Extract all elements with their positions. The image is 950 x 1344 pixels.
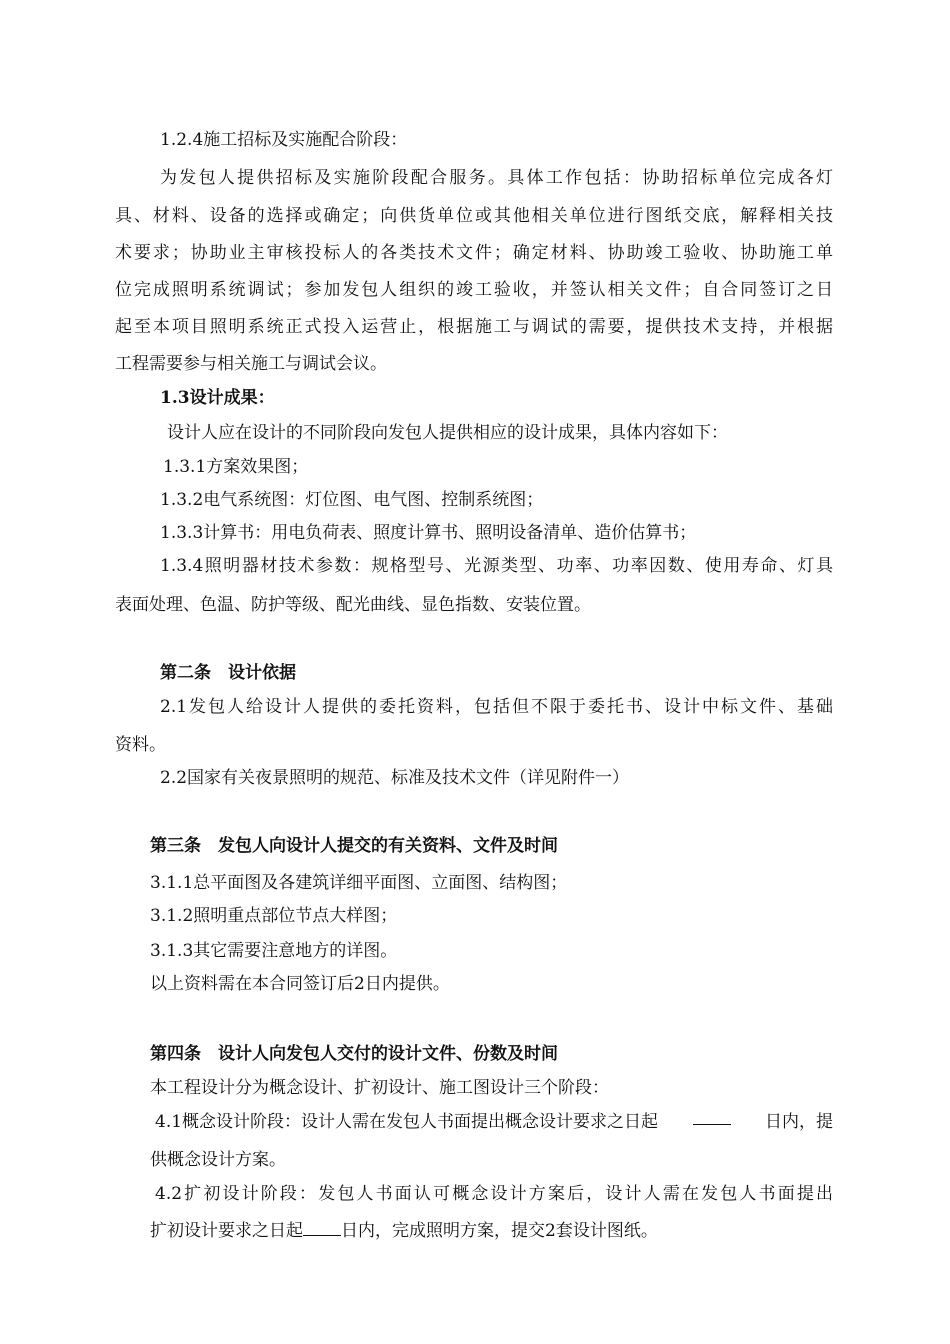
list-item: 1.3.2电气系统图：灯位图、电气图、控制系统图； (160, 490, 544, 510)
list-item: 3.1.3其它需要注意地方的详图。 (150, 941, 398, 961)
paragraph-line: 设计人应在设计的不同阶段向发包人提供相应的设计成果，具体内容如下： (167, 423, 728, 443)
list-item: 1.3.3计算书：用电负荷表、照度计算书、照明设备清单、造价估算书； (160, 523, 697, 543)
fill-in-blank (303, 1221, 341, 1236)
paragraph-line: 2.1发包人给设计人提供的委托资料，包括但不限于委托书、设计中标文件、基础 (160, 697, 833, 717)
list-item: 1.3.4照明器材技术参数：规格型号、光源类型、功率、功率因数、使用寿命、灯具 (160, 556, 833, 576)
paragraph-line: 供概念设计方案。 (150, 1150, 286, 1170)
article-4-heading: 第四条 设计人向发包人交付的设计文件、份数及时间 (150, 1044, 558, 1064)
paragraph-line: 2.2国家有关夜景照明的规范、标准及技术文件（详见附件一） (160, 768, 630, 788)
text-segment: 日内，完成照明方案，提交2套设计图纸。 (341, 1221, 658, 1241)
list-item: 1.3.1方案效果图； (163, 457, 309, 477)
list-item: 3.1.1总平面图及各建筑详细平面图、立面图、结构图； (150, 873, 568, 893)
paragraph-line: 位完成照明系统调试；参加发包人组织的竣工验收，并签认相关文件；自合同签订之日 (115, 280, 833, 300)
text-segment: 日内，提 (764, 1112, 833, 1132)
paragraph-line (155, 1110, 833, 1134)
paragraph-line: 为发包人提供招标及实施阶段配合服务。具体工作包括：协助招标单位完成各灯 (160, 168, 833, 188)
paragraph-line: 具、材料、设备的选择或确定；向供货单位或其他相关单位进行图纸交底，解释相关技 (115, 206, 833, 226)
paragraph-line: 工程需要参与相关施工与调试会议。 (115, 354, 387, 374)
text-segment: 4.1概念设计阶段：设计人需在发包人书面提出概念设计要求之日起 (155, 1112, 659, 1132)
list-item-continuation: 表面处理、色温、防护等级、配光曲线、显色指数、安装位置。 (115, 595, 591, 615)
paragraph-line: 术要求；协助业主审核投标人的各类技术文件；确定材料、协助竣工验收、协助施工单 (115, 243, 833, 263)
paragraph-line: 资料。 (115, 735, 166, 755)
paragraph-line: 本工程设计分为概念设计、扩初设计、施工图设计三个阶段： (150, 1078, 609, 1098)
paragraph-line: 起至本项目照明系统正式投入运营止，根据施工与调试的需要，提供技术支持，并根据 (115, 317, 833, 337)
list-item: 3.1.2照明重点部位节点大样图； (150, 906, 398, 926)
article-2-heading: 第二条 设计依据 (160, 663, 296, 683)
article-3-heading: 第三条 发包人向设计人提交的有关资料、文件及时间 (150, 836, 558, 856)
paragraph-line: 以上资料需在本合同签订后2日内提供。 (150, 974, 450, 994)
paragraph-line (150, 1219, 658, 1243)
paragraph-line: 4.2扩初设计阶段：发包人书面认可概念设计方案后，设计人需在发包人书面提出 (155, 1184, 833, 1204)
fill-in-blank (693, 1110, 731, 1125)
section-1-2-4-heading: 1.2.4施工招标及实施配合阶段： (160, 130, 408, 150)
text-segment: 扩初设计要求之日起 (150, 1221, 303, 1241)
section-1-3-heading: 1.3设计成果： (160, 388, 275, 408)
